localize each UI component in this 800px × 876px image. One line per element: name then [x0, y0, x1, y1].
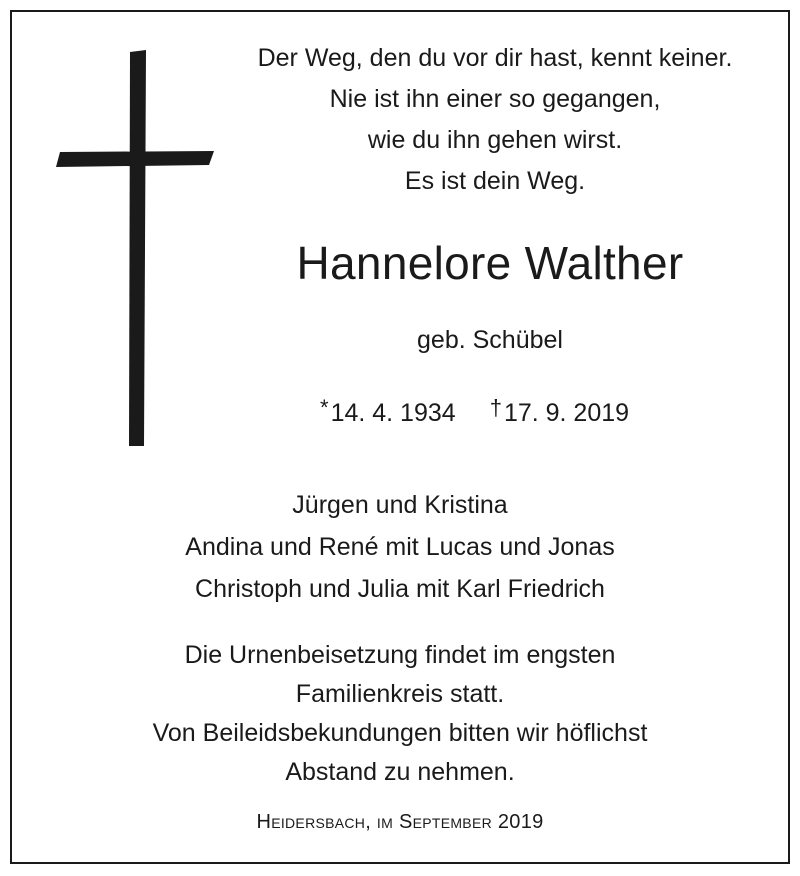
poem-line: Der Weg, den du vor dir hast, kennt keiner. [257, 44, 733, 72]
poem-line: Nie ist ihn einer so gegangen, [329, 85, 661, 113]
birth-name: geb. Schübel [417, 326, 563, 354]
funeral-notice [0, 636, 800, 792]
life-dates [320, 388, 629, 433]
notice-line: Die Urnenbeisetzung findet im engsten [184, 641, 616, 669]
family-line: Jürgen und Kristina [292, 491, 508, 519]
cross-icon [54, 48, 216, 448]
family-list [0, 484, 800, 610]
family-line: Christoph und Julia mit Karl Friedrich [195, 575, 605, 603]
place-and-date: Heidersbach, im September 2019 [256, 811, 544, 833]
notice-line: Familienkreis statt. [295, 680, 505, 708]
family-line: Andina und René mit Lucas und Jonas [185, 533, 615, 561]
notice-line: Von Beileidsbekundungen bitten wir höflichst [152, 719, 648, 747]
notice-line: Abstand zu nehmen. [285, 758, 515, 786]
deceased-name: Hannelore Walther [296, 237, 684, 289]
death-date: 17. 9. 2019 [503, 399, 630, 427]
birth-date: 14. 4. 1934 [330, 399, 456, 427]
death-dagger-icon: † [489, 395, 502, 420]
poem-line: wie du ihn gehen wirst. [367, 126, 623, 154]
poem-line: Es ist dein Weg. [404, 167, 586, 195]
birth-star-icon: * [320, 395, 329, 420]
poem [200, 38, 790, 202]
